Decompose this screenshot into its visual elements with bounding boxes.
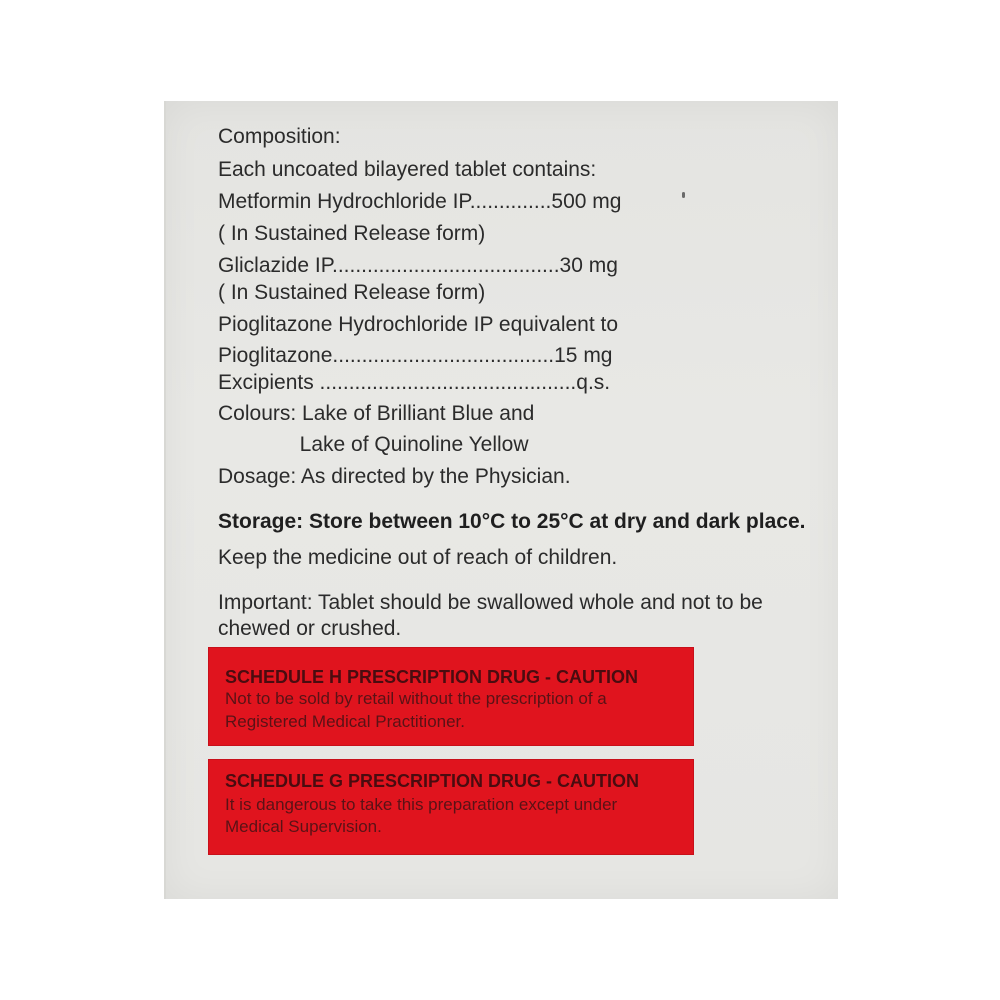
composition-intro: Each uncoated bilayered tablet contains: — [218, 158, 597, 181]
storage-line: Storage: Store between 10°C to 25°C at dry and dark place. — [218, 510, 806, 533]
schedule-g-caution-box — [209, 760, 693, 854]
ingredient-gliclazide: Gliclazide IP.......................................30 mg — [218, 254, 618, 277]
ingredient-pioglitazone-hcl: Pioglitazone Hydrochloride IP equivalent to — [218, 313, 619, 336]
ingredient-pioglitazone: Pioglitazone......................................15 mg — [218, 344, 613, 367]
important-line-2: chewed or crushed. — [218, 617, 402, 640]
release-note-1: ( In Sustained Release form) — [218, 222, 486, 245]
colours-line-1: Colours: Lake of Brilliant Blue and — [218, 402, 535, 425]
ingredient-metformin: Metformin Hydrochloride IP..............500 mg — [218, 190, 622, 213]
schedule-g-heading: SCHEDULE G PRESCRIPTION DRUG - CAUTION — [225, 771, 640, 791]
dosage-line: Dosage: As directed by the Physician. — [218, 465, 571, 488]
release-note-2: ( In Sustained Release form) — [218, 281, 486, 304]
colours-line-2: Lake of Quinoline Yellow — [218, 433, 529, 456]
schedule-h-heading: SCHEDULE H PRESCRIPTION DRUG - CAUTION — [225, 667, 639, 687]
schedule-g-line-2: Medical Supervision. — [225, 817, 382, 836]
print-speck — [682, 192, 685, 198]
schedule-g-line-1: It is dangerous to take this preparation except under — [225, 795, 618, 814]
schedule-h-line-1: Not to be sold by retail without the prescription of a — [225, 689, 607, 708]
composition-heading: Composition: — [218, 125, 341, 148]
important-line-1: Important: Tablet should be swallowed whole and not to be — [218, 591, 763, 614]
schedule-h-line-2: Registered Medical Practitioner. — [225, 712, 466, 731]
schedule-h-caution-box — [209, 648, 693, 745]
keep-away-line: Keep the medicine out of reach of children. — [218, 546, 618, 569]
excipients-line: Excipients ............................................q.s. — [218, 371, 611, 394]
